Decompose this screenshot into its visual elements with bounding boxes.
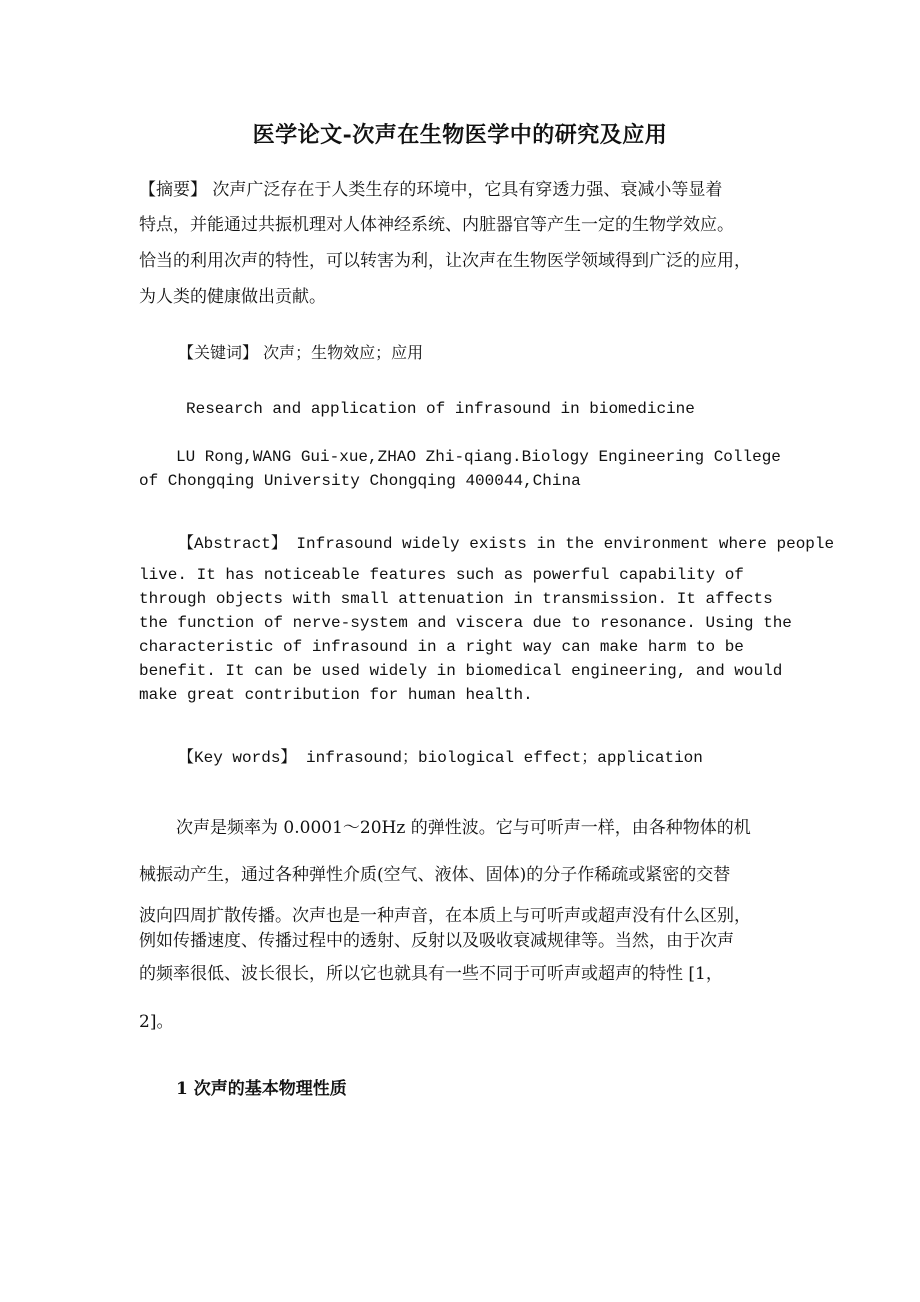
keywords-en: 【Key words】 infrasound；biological effect；application <box>178 749 703 767</box>
author-line: of Chongqing University Chongqing 400044,China <box>139 472 581 490</box>
abstract-en-line: through objects with small attenuation in transmission. It affects <box>139 590 773 608</box>
keywords-cn: 【关键词】 次声；生物效应；应用 <box>178 343 424 362</box>
document-title: 医学论文-次声在生物医学中的研究及应用 <box>252 122 668 148</box>
abstract-en-line: characteristic of infrasound in a right way can make harm to be <box>139 638 744 656</box>
abstract-en-line: benefit. It can be used widely in biomedical engineering, and would <box>139 662 783 680</box>
body-line: 例如传播速度、传播过程中的透射、反射以及吸收衰减规律等。当然，由于次声 <box>139 931 734 951</box>
body-line: 械振动产生，通过各种弹性介质(空气、液体、固体)的分子作稀疏或紧密的交替 <box>139 865 731 885</box>
english-title: Research and application of infrasound in biomedicine <box>186 400 695 418</box>
author-line: LU Rong,WANG Gui-xue,ZHAO Zhi-qiang.Biology Engineering College <box>176 448 781 466</box>
section-heading: 1 次声的基本物理性质 <box>176 1079 347 1099</box>
abstract-cn-line: 为人类的健康做出贡献。 <box>139 287 326 307</box>
abstract-cn-line: 【摘要】 次声广泛存在于人类生存的环境中，它具有穿透力强、衰减小等显着 <box>139 180 723 200</box>
abstract-en-line: live. It has noticeable features such as powerful capability of <box>139 566 744 584</box>
body-line: 波向四周扩散传播。次声也是一种声音，在本质上与可听声或超声没有什么区别， <box>139 906 751 926</box>
body-line: 次声是频率为 0.0001～20Hz 的弹性波。它与可听声一样，由各种物体的机 <box>176 818 751 838</box>
abstract-en-line: make great contribution for human health. <box>139 686 533 704</box>
body-line: 的频率很低、波长很长，所以它也就具有一些不同于可听声或超声的特性 [1， <box>139 964 723 984</box>
abstract-cn-line: 特点，并能通过共振机理对人体神经系统、内脏器官等产生一定的生物学效应。 <box>139 215 734 235</box>
abstract-cn-line: 恰当的利用次声的特性，可以转害为利，让次声在生物医学领域得到广泛的应用， <box>139 251 751 271</box>
abstract-en-line: the function of nerve-system and viscera due to resonance. Using the <box>139 614 792 632</box>
abstract-en-line: 【Abstract】 Infrasound widely exists in the environment where people <box>178 535 835 553</box>
body-line: 2]。 <box>139 1012 174 1032</box>
